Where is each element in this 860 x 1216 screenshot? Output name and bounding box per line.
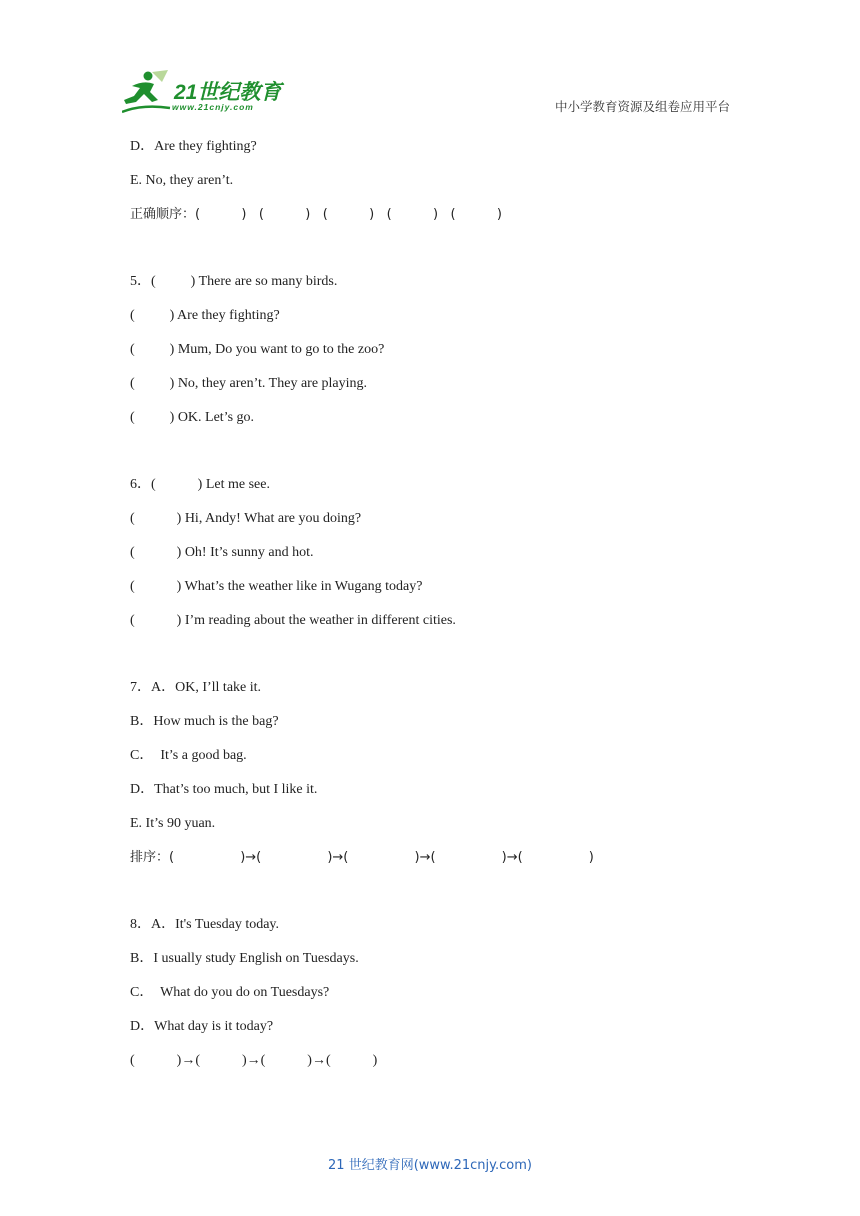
q8-order-answer: ( )→( )→( )→( ) (130, 1053, 378, 1068)
q8-line-3: C． What do you do on Tuesdays? (130, 985, 330, 1000)
platform-title: 中小学教育资源及组卷应用平台 (554, 99, 730, 114)
q7-line-1: 7．A．OK, I’ll take it. (130, 680, 262, 695)
q6-line-5: ( ) I’m reading about the weather in different cities. (130, 613, 456, 628)
q4-option-d: D．Are they fighting? (130, 139, 257, 154)
q5-line-4: ( ) No, they aren’t. They are playing. (130, 376, 368, 391)
q6-line-1: 6．( ) Let me see. (130, 477, 270, 492)
footer-link[interactable]: 21 世纪教育网(www.21cnjy.com) (328, 1158, 532, 1173)
logo-url: www.21cnjy.com (172, 102, 254, 112)
q6-line-2: ( ) Hi, Andy! What are you doing? (130, 511, 362, 526)
q5-line-1: 5．( ) There are so many birds. (130, 274, 338, 289)
q7-order-answer: 排序：( )→( )→( )→( )→( ) (130, 850, 594, 865)
logo-text: 21世纪教育 (174, 81, 282, 104)
q5-line-5: ( ) OK. Let’s go. (130, 410, 255, 425)
page-header (0, 0, 860, 125)
q5-line-2: ( ) Are they fighting? (130, 308, 280, 323)
q5-line-3: ( ) Mum, Do you want to go to the zoo? (130, 342, 385, 357)
q7-line-3: C． It’s a good bag. (130, 748, 247, 763)
runner-logo-icon (122, 68, 172, 116)
exercise-content (130, 134, 750, 1082)
q4-order-answer: 正确顺序：( ) ( ) ( ) ( ) ( ) (130, 207, 502, 222)
q8-line-4: D．What day is it today? (130, 1019, 274, 1034)
q7-line-5: E. It’s 90 yuan. (130, 816, 216, 831)
q6-line-3: ( ) Oh! It’s sunny and hot. (130, 545, 314, 560)
q8-line-1: 8．A．It's Tuesday today. (130, 917, 280, 932)
q7-line-4: D．That’s too much, but I like it. (130, 782, 318, 797)
q4-option-e: E. No, they aren’t. (130, 173, 234, 188)
q6-line-4: ( ) What’s the weather like in Wugang today? (130, 579, 423, 594)
q8-line-2: B．I usually study English on Tuesdays. (130, 951, 359, 966)
logo (122, 68, 292, 116)
q7-line-2: B．How much is the bag? (130, 714, 279, 729)
